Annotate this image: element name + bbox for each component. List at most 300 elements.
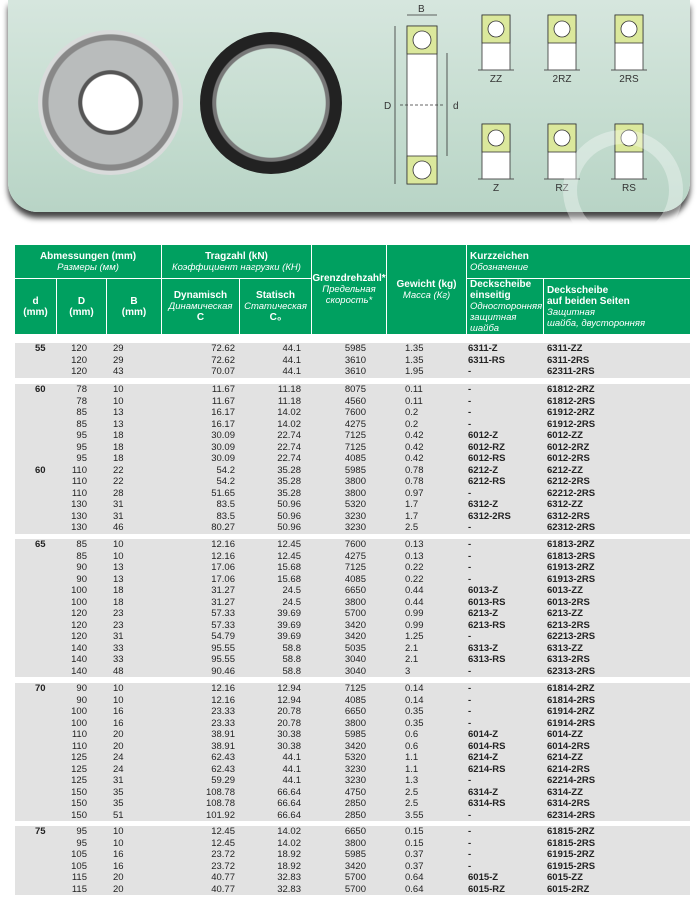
cell-code-single: 6312-2RS	[468, 510, 511, 522]
cell-code-single: 6012-Z	[468, 430, 499, 441]
cell-weight: 1.95	[405, 366, 424, 377]
table-row	[15, 787, 690, 799]
cell-code-single: -	[468, 837, 472, 849]
cell-static-load: 44.1	[282, 752, 301, 763]
table-row	[15, 764, 690, 776]
cell-weight: 0.42	[405, 453, 424, 464]
cell-dynamic-load: 30.09	[211, 430, 235, 441]
table-row	[15, 499, 690, 511]
cell-code-double: 6015-ZZ	[547, 872, 583, 883]
cell-code-single: -	[468, 562, 472, 573]
cell-width-B: 13	[113, 562, 124, 573]
cell-outer-D: 120	[71, 619, 87, 631]
cell-outer-D: 110	[71, 464, 87, 476]
cell-static-load: 44.1	[282, 763, 301, 775]
seal-type-RZ	[544, 124, 580, 194]
cell-outer-D: 125	[71, 752, 87, 763]
table-row	[15, 585, 690, 597]
cell-width-B: 22	[113, 464, 124, 476]
cell-limit-speed: 3420	[344, 740, 366, 752]
cell-static-load: 20.78	[277, 706, 301, 717]
seal-type-ZZ	[478, 15, 514, 85]
diagram-label-b: B	[418, 4, 425, 15]
cell-code-double: 61912-2RS	[547, 418, 596, 430]
table-row	[15, 861, 690, 873]
cell-code-double: 6311-2RS	[547, 354, 590, 366]
cell-code-single: -	[468, 407, 472, 418]
cell-outer-D: 125	[71, 763, 87, 775]
cell-outer-D: 115	[71, 872, 87, 883]
cell-weight: 0.35	[405, 706, 424, 717]
cell-dynamic-load: 11.67	[211, 384, 235, 395]
cell-limit-speed: 5035	[344, 642, 366, 654]
cell-limit-speed: 7125	[344, 683, 366, 694]
cell-outer-D: 140	[71, 665, 87, 677]
cell-code-double: 6013-ZZ	[547, 585, 583, 596]
cell-limit-speed: 7600	[344, 407, 366, 418]
cell-static-load: 58.8	[282, 665, 301, 677]
cell-width-B: 18	[113, 430, 124, 441]
cell-static-load: 11.18	[277, 395, 301, 407]
cell-outer-D: 130	[71, 510, 87, 522]
seal-type-RS	[611, 124, 647, 194]
cell-width-B: 33	[113, 654, 124, 665]
cell-weight: 0.14	[405, 683, 424, 694]
cell-static-load: 14.02	[277, 407, 301, 418]
cell-code-single: -	[468, 366, 472, 377]
table-row	[15, 355, 690, 367]
cell-dynamic-load: 11.67	[211, 395, 235, 407]
cell-width-B: 23	[113, 608, 124, 619]
cell-limit-speed: 4085	[344, 573, 366, 585]
cell-width-B: 29	[113, 343, 124, 354]
cell-static-load: 32.83	[277, 883, 301, 895]
cell-width-B: 10	[113, 694, 124, 706]
table-row	[15, 729, 690, 741]
cell-limit-speed: 5700	[344, 883, 366, 895]
cell-code-single: -	[468, 860, 472, 872]
cell-code-single: -	[468, 683, 472, 694]
bearing-dimension-diagram	[370, 0, 670, 200]
cell-static-load: 50.96	[277, 522, 301, 533]
cell-code-single: -	[468, 694, 472, 706]
cell-weight: 0.15	[405, 826, 424, 837]
table-row	[15, 366, 690, 378]
cell-code-double: 6313-2RS	[547, 654, 590, 665]
cell-outer-D: 125	[71, 775, 87, 786]
cell-static-load: 32.83	[277, 872, 301, 883]
cell-outer-D: 150	[71, 809, 87, 821]
cell-width-B: 10	[113, 395, 124, 407]
cell-weight: 0.22	[405, 573, 424, 585]
seal-type-label: RS	[622, 183, 636, 194]
cell-weight: 0.37	[405, 849, 424, 860]
cell-weight: 2.5	[405, 786, 419, 798]
cell-weight: 0.99	[405, 619, 424, 631]
cell-static-load: 39.69	[277, 619, 301, 631]
bearing-sealed-image	[200, 32, 342, 174]
cell-weight: 0.15	[405, 837, 424, 849]
cell-code-single: 6013-RS	[468, 596, 506, 608]
cell-weight: 2.1	[405, 642, 419, 654]
cell-code-double: 6013-2RS	[547, 596, 590, 608]
cell-static-load: 22.74	[277, 453, 301, 464]
cell-limit-speed: 3610	[344, 366, 366, 377]
cell-weight: 0.97	[405, 487, 424, 499]
cell-limit-speed: 7125	[344, 562, 366, 573]
cell-weight: 1.7	[405, 510, 419, 522]
cell-code-double: 61912-2RZ	[547, 407, 595, 418]
cell-outer-D: 95	[76, 441, 87, 453]
cell-weight: 1.35	[405, 343, 424, 354]
cell-limit-speed: 2850	[344, 809, 366, 821]
cell-weight: 0.78	[405, 476, 424, 487]
cell-dynamic-load: 38.91	[211, 740, 235, 752]
cell-static-load: 44.1	[282, 343, 301, 354]
cell-limit-speed: 5985	[344, 729, 366, 740]
cell-code-double: 61812-2RS	[547, 395, 596, 407]
cell-dynamic-load: 40.77	[211, 872, 235, 883]
cell-dynamic-load: 12.16	[211, 539, 235, 550]
cell-code-double: 61813-2RZ	[547, 539, 595, 550]
cell-dynamic-load: 23.72	[211, 860, 235, 872]
cell-code-single: -	[468, 550, 472, 562]
cell-width-B: 20	[113, 740, 124, 752]
cell-dynamic-load: 108.78	[205, 786, 235, 798]
cell-width-B: 10	[113, 826, 124, 837]
cell-static-load: 30.38	[277, 729, 301, 740]
cell-width-B: 51	[113, 809, 124, 821]
table-row	[15, 453, 690, 465]
cell-weight: 0.13	[405, 539, 424, 550]
cell-static-load: 12.94	[277, 694, 301, 706]
cell-weight: 0.35	[405, 717, 424, 729]
cell-code-single: 6214-RS	[468, 763, 506, 775]
cell-limit-speed: 5320	[344, 499, 366, 510]
cell-outer-D: 150	[71, 798, 87, 809]
cell-static-load: 15.68	[277, 562, 301, 573]
cell-limit-speed: 5985	[344, 343, 366, 354]
cell-static-load: 35.28	[277, 487, 301, 499]
seal-type-label: RZ	[555, 183, 569, 194]
cell-code-double: 6312-2RS	[547, 510, 590, 522]
cell-dynamic-load: 108.78	[205, 798, 235, 809]
cell-dynamic-load: 38.91	[211, 729, 235, 740]
diagram-label-D: D	[384, 101, 392, 112]
cell-dynamic-load: 83.5	[216, 499, 235, 510]
cell-dynamic-load: 30.09	[211, 453, 235, 464]
cell-code-single: 6214-Z	[468, 752, 499, 763]
cell-code-double: 6311-ZZ	[547, 343, 583, 354]
cell-weight: 0.6	[405, 729, 419, 740]
cell-dynamic-load: 95.55	[211, 654, 235, 665]
cell-weight: 1.7	[405, 499, 419, 510]
cell-limit-speed: 6650	[344, 826, 366, 837]
cell-code-single: 6313-RS	[468, 654, 506, 665]
cell-code-double: 62213-2RS	[547, 631, 596, 642]
cell-weight: 0.44	[405, 585, 424, 596]
table-row	[15, 654, 690, 666]
cell-outer-D: 105	[71, 849, 87, 860]
cell-code-single: -	[468, 395, 472, 407]
cell-dynamic-load: 57.33	[211, 619, 235, 631]
cell-outer-D: 95	[76, 837, 87, 849]
cell-bore-d: 60	[35, 464, 46, 476]
cell-code-double: 6012-2RZ	[547, 441, 590, 453]
cell-width-B: 13	[113, 407, 124, 418]
cell-dynamic-load: 31.27	[211, 585, 235, 596]
table-row	[15, 562, 690, 574]
cell-dynamic-load: 54.79	[211, 631, 235, 642]
cell-static-load: 50.96	[277, 499, 301, 510]
cell-static-load: 66.64	[277, 809, 301, 821]
cell-outer-D: 100	[71, 706, 87, 717]
cell-code-double: 61915-2RS	[547, 860, 596, 872]
cell-weight: 2.5	[405, 798, 419, 809]
cell-static-load: 22.74	[277, 441, 301, 453]
cell-code-single: -	[468, 573, 472, 585]
cell-width-B: 10	[113, 837, 124, 849]
cell-code-double: 61814-2RS	[547, 694, 596, 706]
cell-outer-D: 110	[71, 487, 87, 499]
cell-dynamic-load: 62.43	[211, 763, 235, 775]
cell-outer-D: 85	[76, 407, 87, 418]
cell-static-load: 11.18	[277, 384, 301, 395]
cell-dynamic-load: 101.92	[205, 809, 235, 821]
cell-static-load: 22.74	[277, 430, 301, 441]
table-row	[15, 849, 690, 861]
table-row	[15, 539, 690, 551]
cell-bore-d: 65	[35, 539, 46, 550]
cell-limit-speed: 7600	[344, 539, 366, 550]
cell-outer-D: 90	[76, 694, 87, 706]
table-header: Abmessungen (mm) Размеры (мм) d (mm) D (mm) B (mm) Tragzahl (kN) Коэффициент нагрузки (КН) Dynamisch Динамическая C Statisch Статическая C₀ Grenzdrehzahl* Предельная скорость* Gewicht (kg) Масса (Кг) Kurzzeichen Обозначение Deckscheibe einseitig Односторонняя защитная шайба Deckscheibe auf beiden Seiten Защитная шайба, двусторонняя	[15, 245, 690, 335]
cell-code-double: 61913-2RS	[547, 573, 596, 585]
table-row	[15, 384, 690, 396]
cell-dynamic-load: 57.33	[211, 608, 235, 619]
cell-static-load: 24.5	[282, 596, 301, 608]
cell-code-double: 6212-2RS	[547, 476, 590, 487]
cell-static-load: 39.69	[277, 608, 301, 619]
table-row	[15, 511, 690, 523]
cell-static-load: 14.02	[277, 837, 301, 849]
cell-static-load: 15.68	[277, 573, 301, 585]
cell-static-load: 44.1	[282, 354, 301, 366]
cell-outer-D: 140	[71, 654, 87, 665]
table-row	[15, 838, 690, 850]
cell-static-load: 12.94	[277, 683, 301, 694]
table-row	[15, 631, 690, 643]
cell-static-load: 58.8	[282, 654, 301, 665]
cell-code-double: 6214-ZZ	[547, 752, 583, 763]
product-banner	[8, 0, 690, 212]
cell-code-single: -	[468, 717, 472, 729]
cell-code-single: -	[468, 775, 472, 786]
cell-limit-speed: 4085	[344, 453, 366, 464]
cell-width-B: 16	[113, 706, 124, 717]
cell-outer-D: 120	[71, 631, 87, 642]
cell-width-B: 24	[113, 763, 124, 775]
table-row	[15, 551, 690, 563]
cell-outer-D: 110	[71, 476, 87, 487]
cell-code-single: -	[468, 522, 472, 533]
cell-code-double: 6015-2RZ	[547, 883, 590, 895]
cell-weight: 0.78	[405, 464, 424, 476]
cell-static-load: 12.45	[277, 539, 301, 550]
cell-width-B: 18	[113, 596, 124, 608]
cell-width-B: 16	[113, 717, 124, 729]
cell-limit-speed: 7125	[344, 441, 366, 453]
cell-limit-speed: 5700	[344, 608, 366, 619]
cell-outer-D: 110	[71, 740, 87, 752]
table-row	[15, 442, 690, 454]
cell-code-single: 6314-Z	[468, 786, 499, 798]
cell-code-double: 6314-2RS	[547, 798, 590, 809]
cell-width-B: 33	[113, 642, 124, 654]
cell-outer-D: 85	[76, 418, 87, 430]
table-row	[15, 752, 690, 764]
table-row	[15, 574, 690, 586]
cell-static-load: 20.78	[277, 717, 301, 729]
cell-outer-D: 100	[71, 585, 87, 596]
cell-limit-speed: 3420	[344, 860, 366, 872]
cell-width-B: 46	[113, 522, 124, 533]
cell-width-B: 16	[113, 860, 124, 872]
cell-width-B: 13	[113, 418, 124, 430]
cell-limit-speed: 4275	[344, 550, 366, 562]
cell-dynamic-load: 54.2	[216, 464, 235, 476]
cell-dynamic-load: 30.09	[211, 441, 235, 453]
cell-width-B: 24	[113, 752, 124, 763]
cell-code-single: -	[468, 384, 472, 395]
cell-width-B: 48	[113, 665, 124, 677]
cell-width-B: 31	[113, 499, 124, 510]
cell-width-B: 10	[113, 384, 124, 395]
cell-code-single: -	[468, 849, 472, 860]
cell-weight: 1.35	[405, 354, 424, 366]
cell-width-B: 20	[113, 883, 124, 895]
cell-static-load: 30.38	[277, 740, 301, 752]
cell-weight: 3	[405, 665, 411, 677]
cell-code-single: -	[468, 826, 472, 837]
cell-weight: 1.1	[405, 752, 419, 763]
cell-bore-d: 75	[35, 826, 46, 837]
cell-width-B: 10	[113, 683, 124, 694]
cell-static-load: 50.96	[277, 510, 301, 522]
cell-dynamic-load: 72.62	[211, 343, 235, 354]
table-row	[15, 798, 690, 810]
cell-weight: 0.2	[405, 407, 419, 418]
cell-width-B: 28	[113, 487, 124, 499]
cell-limit-speed: 3230	[344, 775, 366, 786]
cell-static-load: 12.45	[277, 550, 301, 562]
cell-limit-speed: 6650	[344, 706, 366, 717]
table-row	[15, 884, 690, 896]
cell-dynamic-load: 80.27	[211, 522, 235, 533]
cell-limit-speed: 5985	[344, 849, 366, 860]
cell-code-double: 61914-2RS	[547, 717, 596, 729]
cell-outer-D: 78	[76, 395, 87, 407]
cell-code-double: 61814-2RZ	[547, 683, 595, 694]
cell-dynamic-load: 83.5	[216, 510, 235, 522]
cell-limit-speed: 3800	[344, 837, 366, 849]
table-row	[15, 620, 690, 632]
cell-code-double: 61813-2RS	[547, 550, 596, 562]
seal-type-2RZ	[544, 15, 580, 85]
cell-code-double: 61913-2RZ	[547, 562, 595, 573]
cell-dynamic-load: 23.72	[211, 849, 235, 860]
table-row	[15, 826, 690, 838]
cell-dynamic-load: 12.45	[211, 826, 235, 837]
cell-limit-speed: 3230	[344, 522, 366, 533]
cell-code-single: -	[468, 539, 472, 550]
cell-outer-D: 90	[76, 562, 87, 573]
cell-limit-speed: 3800	[344, 476, 366, 487]
cell-static-load: 66.64	[277, 786, 301, 798]
cell-width-B: 10	[113, 550, 124, 562]
cell-dynamic-load: 90.46	[211, 665, 235, 677]
cell-bore-d: 60	[35, 384, 46, 395]
cell-width-B: 10	[113, 539, 124, 550]
cell-dynamic-load: 12.45	[211, 837, 235, 849]
cell-static-load: 58.8	[282, 642, 301, 654]
cell-outer-D: 115	[71, 883, 87, 895]
cell-dynamic-load: 62.43	[211, 752, 235, 763]
cell-dynamic-load: 70.07	[211, 366, 235, 377]
cell-weight: 1.1	[405, 763, 419, 775]
cell-width-B: 31	[113, 631, 124, 642]
cell-limit-speed: 5985	[344, 464, 366, 476]
cell-outer-D: 95	[76, 826, 87, 837]
cell-dynamic-load: 23.33	[211, 706, 235, 717]
cell-code-single: 6311-Z	[468, 343, 498, 354]
cell-code-single: 6015-Z	[468, 872, 499, 883]
cell-code-single: -	[468, 487, 472, 499]
cell-static-load: 44.1	[282, 775, 301, 786]
table-row	[15, 407, 690, 419]
cell-static-load: 18.92	[277, 849, 301, 860]
cell-width-B: 20	[113, 729, 124, 740]
cell-outer-D: 110	[71, 729, 87, 740]
cell-outer-D: 120	[71, 608, 87, 619]
cell-code-single: 6213-Z	[468, 608, 499, 619]
cell-code-double: 62212-2RS	[547, 487, 596, 499]
bearing-group	[15, 826, 690, 895]
cell-limit-speed: 6650	[344, 585, 366, 596]
cell-weight: 0.64	[405, 872, 424, 883]
cell-dynamic-load: 72.62	[211, 354, 235, 366]
table-row	[15, 597, 690, 609]
cell-weight: 0.42	[405, 430, 424, 441]
table-row	[15, 775, 690, 787]
cell-outer-D: 90	[76, 573, 87, 585]
table-row	[15, 643, 690, 655]
cell-limit-speed: 2850	[344, 798, 366, 809]
cell-dynamic-load: 17.06	[211, 573, 235, 585]
cell-width-B: 31	[113, 510, 124, 522]
cell-outer-D: 130	[71, 522, 87, 533]
cell-code-double: 62311-2RS	[547, 366, 595, 377]
bearing-group	[15, 384, 690, 534]
cell-width-B: 35	[113, 798, 124, 809]
cell-limit-speed: 4275	[344, 418, 366, 430]
cell-weight: 1.25	[405, 631, 424, 642]
cell-code-single: 6014-Z	[468, 729, 499, 740]
cell-code-single: 6213-RS	[468, 619, 506, 631]
cell-outer-D: 120	[71, 343, 87, 354]
bearing-group	[15, 343, 690, 378]
cell-width-B: 23	[113, 619, 124, 631]
